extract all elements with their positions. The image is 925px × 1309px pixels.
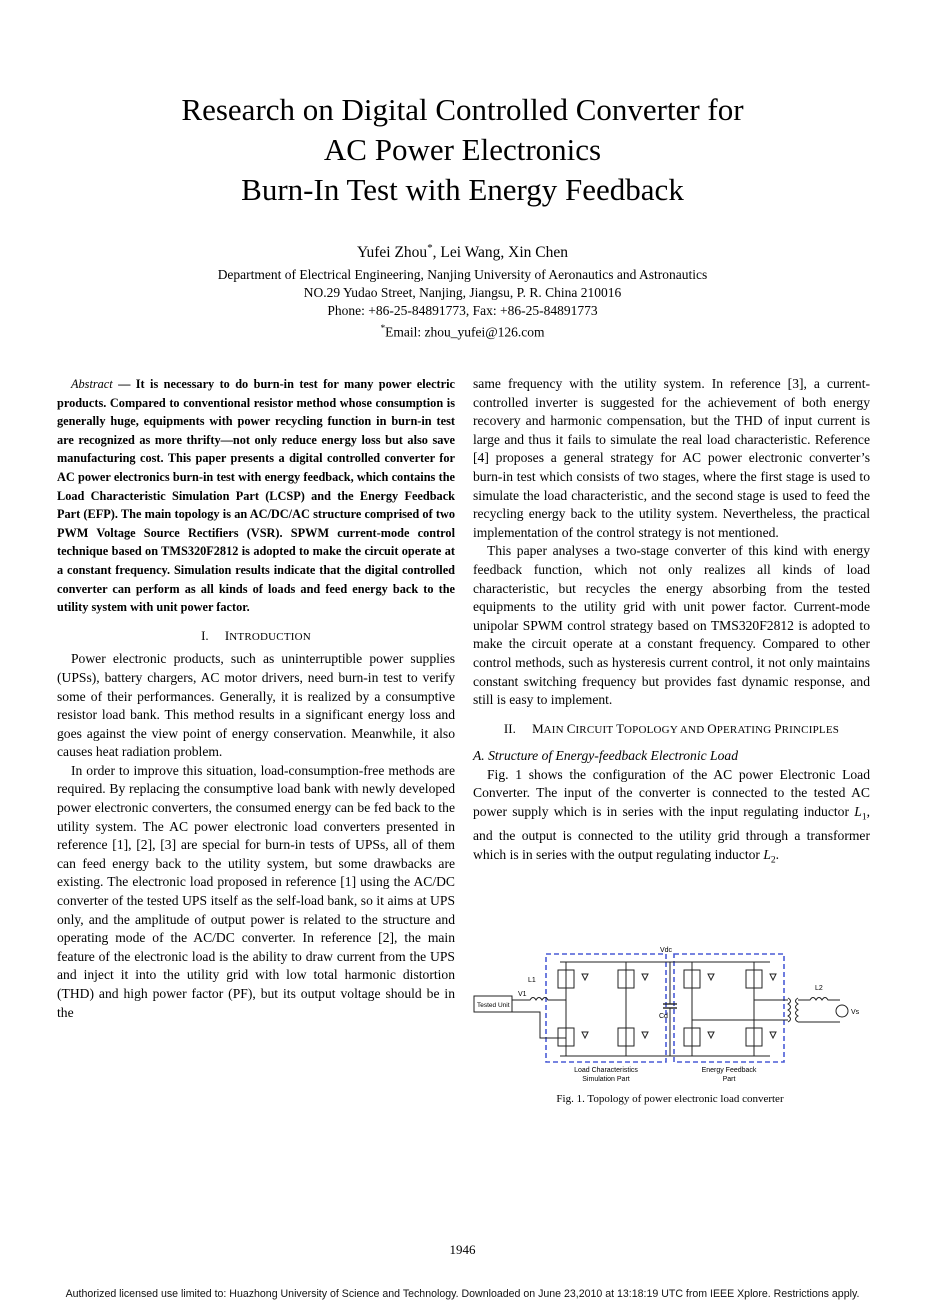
vs-label: Vs xyxy=(851,1009,860,1016)
lcsp-label-2: Simulation Part xyxy=(582,1076,630,1083)
lcsp-label-1: Load Characteristics xyxy=(574,1067,638,1074)
efp-label-1: Energy Feedback xyxy=(701,1067,757,1074)
abstract-label: Abstract xyxy=(71,377,113,391)
section-2-part-4: PERATING xyxy=(716,723,775,736)
diode-d6 xyxy=(708,1032,714,1038)
intro-paragraph-2: In order to improve this situation, load-consumption-free methods are required. By replacing the consumptive load bank with newly developed power electronic converters, the consumed energy can be fed back to the utility system. The AC power electronic load converters presented in reference [1], [2], [3] are special for burn-in tests of UPSs, all of them can feed energy back to the utility system, but some drawbacks are existing. The electronic load proposed in reference [1] using the AC/DC converter of the tested UPS itself as the self-load bank, so it aims at UPS only, and the amplitude of output power is related to the structure and operating mode of the AC/DC converter. In reference [2], the main feature of the electronic load is the ability to draw current from the UPS and inject it into the utility grid with low total harmonic distortion (THD) and high power factor (PF), but its output voltage should be in the xyxy=(57,762,455,1020)
author-star: * xyxy=(427,242,433,254)
transformer-secondary xyxy=(796,998,799,1022)
diode-d7 xyxy=(770,974,776,980)
section-2-part-1: AIN xyxy=(543,723,567,736)
intro-paragraph-2-continued: same frequency with the utility system. In reference [3], a current-controlled inverter is suggested for the achievement of both energy recovery and harmonic compensation, but the THD of input current is large and thus it fails to simulate the real load characteristic. Reference [4] proposes a general strategy for AC power electronic converter’s burn-in test which consists of two stages, where the first stage is used to simulate the load characteristic, and the second stage is used to feed the recycling energy back to the utility system. Nevertheless, the practical implementation of the control strategy is not mentioned. xyxy=(473,376,870,540)
tested-unit-label: Tested Unit xyxy=(477,1002,510,1009)
intro-paragraph-3: This paper analyses a two-stage converter of this kind with energy feedback function, which not only realizes all kinds of load characteristic, but recycles the energy absorbing from the tested equipments to the utility grid with unit power factor. Current-mode unipolar SPWM control strategy based on TMS320F2812 is adopted to make the circuit operate at a constant frequency. Compared to other control methods, such as hysteresis current control, it not only maintains constant switching frequency but provides fast dynamic response, and still is easy to implement. xyxy=(473,543,870,708)
v1-label: V1 xyxy=(518,991,527,998)
section-1-title-rest: NTRODUCTION xyxy=(229,630,311,643)
section-2-letter-p: P xyxy=(774,720,782,736)
affiliation-email: Email: zhou_yufei@126.com xyxy=(385,324,545,340)
author-rest: , Lei Wang, Xin Chen xyxy=(432,244,568,262)
abstract-text: It is necessary to do burn-in test for many power electric products. Compared to conventional resistor method whose consumption is generally huge, equipments with power recycling function in burn-in test are recognized as more thrifty—not only reduce energy loss but also save manufacturing cost. This paper presents a digital controlled converter for AC power electronics burn-in test with energy feedback, which contains the Load Characteristic Simulation Part (LCSP) and the Energy Feedback Part (EFP). The main topology is an AC/DC/AC structure comprised of two PWM Voltage Source Rectifiers (VSR). SPWM current-mode control technique based on TMS320F2812 is adopted to make the circuit operate at a constant frequency. Simulation results indicate that the digital controlled converter can perform as all kinds of loads and feed energy back to the utility system with unit power factor. xyxy=(57,377,455,615)
section-2-letter-o: O xyxy=(707,720,717,736)
section-2-letter-t: T xyxy=(616,720,625,736)
circuit-diagram xyxy=(470,940,870,1090)
abstract-dash: — xyxy=(112,377,136,391)
license-footer: Authorized licensed use limited to: Huazhong University of Science and Technology. Downloaded on June 23,2010 at 13:18:19 UTC from IEEE Xplore. Restrictions apply. xyxy=(65,1288,860,1300)
section-2-letter-c: C xyxy=(566,720,576,736)
cd-label: Cd xyxy=(659,1013,668,1020)
affiliation xyxy=(0,266,925,342)
subsection-heading-a: A. Structure of Energy-feedback Electronic Load xyxy=(473,748,738,764)
affiliation-email-line xyxy=(0,320,925,342)
email-star: * xyxy=(380,324,386,334)
abstract xyxy=(57,375,455,617)
left-column xyxy=(57,375,455,1022)
transformer-primary xyxy=(788,998,791,1022)
diode-d1 xyxy=(582,974,588,980)
section-heading-main-circuit xyxy=(473,720,870,740)
diode-d4 xyxy=(642,1032,648,1038)
lcsp-switches xyxy=(558,962,648,1056)
diode-d3 xyxy=(642,974,648,980)
right-column xyxy=(473,375,870,870)
paper-title xyxy=(0,90,925,210)
sec2-text-a: Fig. 1 shows the configuration of the AC power Electronic Load Converter. The input of the converter is connected to the tested AC power supply which is in series with the input regulating inductor xyxy=(473,766,870,820)
title-line-2: AC Power Electronics xyxy=(323,132,602,167)
affiliation-dept: Department of Electrical Engineering, Nanjing University of Aeronautics and Astronautics xyxy=(217,267,708,282)
diode-d8 xyxy=(770,1032,776,1038)
section-2-paragraph-1 xyxy=(473,766,870,870)
sec2-text-c: . xyxy=(775,846,780,862)
section-2-part-5: RINCIPLES xyxy=(781,723,840,736)
efp-label-2: Part xyxy=(722,1076,736,1083)
section-1-first-letter: I xyxy=(224,627,230,643)
inductor-l2-symbol: L xyxy=(763,846,771,862)
section-1-number: I. xyxy=(201,627,209,643)
section-2-part-3: OPOLOGY AND xyxy=(624,723,708,736)
author-first: Yufei Zhou xyxy=(357,244,428,262)
title-line-1: Research on Digital Controlled Converter for xyxy=(181,92,744,127)
page-number: 1946 xyxy=(449,1242,476,1257)
output-inductor-l2 xyxy=(798,998,840,1001)
inductor-l1-symbol: L xyxy=(854,804,862,820)
section-2-letter-m: M xyxy=(532,720,544,736)
affiliation-address: NO.29 Yudao Street, Nanjing, Jiangsu, P. R. China 210016 xyxy=(303,285,622,300)
section-2-number: II. xyxy=(503,720,516,736)
efp-switches xyxy=(684,962,776,1056)
title-line-3: Burn-In Test with Energy Feedback xyxy=(241,172,684,207)
author-list xyxy=(0,242,925,262)
affiliation-phone: Phone: +86-25-84891773, Fax: +86-25-84891773 xyxy=(327,303,598,318)
diode-d2 xyxy=(582,1032,588,1038)
intro-paragraph-1: Power electronic products, such as uninterruptible power supplies (UPSs), battery chargers, AC motor drivers, need burn-in test to verify some of their performances. Generally, it is realized by a consumptive resistor load bank. This method results in a significant energy loss and goes against the view point of energy conservation. Meanwhile, it also causes heat radiation problem. xyxy=(57,651,455,760)
utility-source xyxy=(836,1005,848,1017)
figure-1-topology xyxy=(470,940,870,1090)
figure-1-caption: Fig. 1. Topology of power electronic load converter xyxy=(556,1093,784,1105)
diode-d5 xyxy=(708,974,714,980)
l2-label: L2 xyxy=(815,985,823,992)
inductor-l1-subscript: 1 xyxy=(861,812,867,823)
inductor-l2-subscript: 2 xyxy=(770,855,776,866)
l1-label: L1 xyxy=(528,977,536,984)
section-heading-introduction xyxy=(57,627,455,647)
section-2-part-2: IRCUIT xyxy=(575,723,617,736)
sec2-text-b: , and the output is connected to the utility grid through a transformer which is in series with the output regulating inductor xyxy=(473,804,870,862)
vdc-label: Vdc xyxy=(660,947,673,954)
